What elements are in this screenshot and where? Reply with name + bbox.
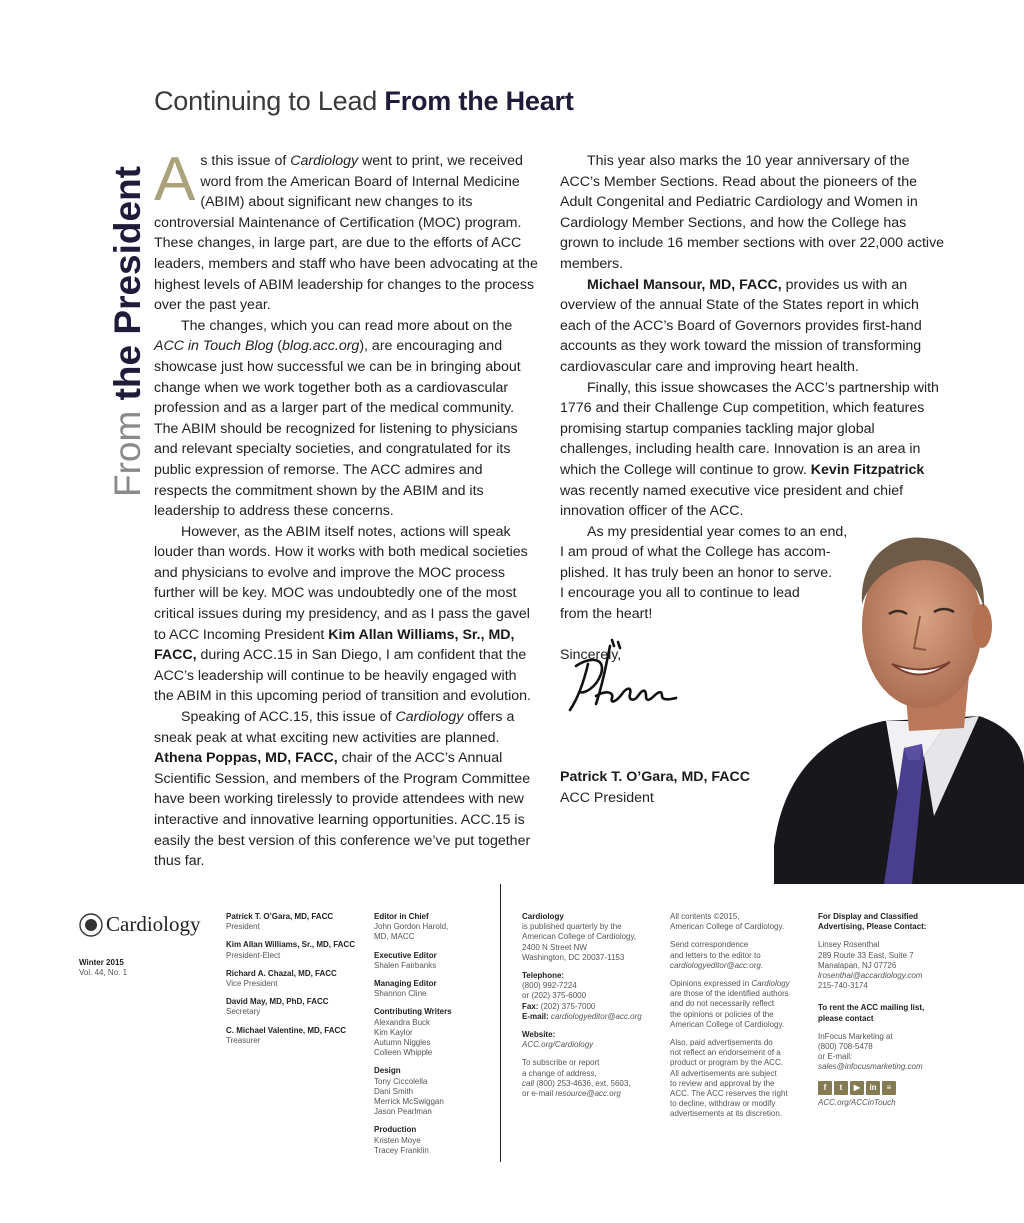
handwritten-signature: [566, 636, 686, 718]
paragraph-8: As my presidential year comes to an end, I am proud of what the College has accom- plished. It has truly been an honor to serve. I encourage you all to continue to lead from the heart!: [560, 523, 848, 623]
paragraph-4: Speaking of ACC.15, this issue of Cardiology offers a sneak peak at what exciting new activities are planned. Athena Poppas, MD, FACC, chair of the ACC’s Annual Scientific Session, and members of the Program Committee have been working tirelessly to provide attendees with new interactive and innovative learning opportunities. ACC.15 is easily the best version of this conference we’ve put together thus far.: [154, 709, 531, 870]
blog-icon[interactable]: ≡: [882, 1081, 896, 1095]
linkedin-icon[interactable]: in: [866, 1081, 880, 1095]
article-column-left: [154, 145, 538, 872]
masthead-copyright: All contents ©2015, American College of Cardiology. Send correspondence and letters to the editor to cardiologyeditor@acc.org. Opinions expressed in Cardiology are those of the identified authors and do not necessarily reflect the opinions or policies of the American College of Cardiology. Also, paid advertisements do not reflect an endorsement of a product or program by the ACC. All advertisements are subject to review and approval by the ACC. The ACC reserves the right to decline, withdraw or modify advertisements at its discretion.: [670, 912, 790, 1119]
issue-info: Winter 2015 Vol. 44, No. 1: [79, 958, 128, 977]
page-title: [154, 86, 574, 117]
paragraph-5: This year also marks the 10 year anniversary of the ACC’s Member Sections. Read about the pioneers of the Adult Congenital and Pediatric Cardiology and Women in Cardiology Member Sections, and how the College has grown to include 16 member sections with over 22,000 active members.: [560, 153, 945, 272]
social-links: [818, 1081, 968, 1095]
paragraph-2: The changes, which you can read more about on the ACC in Touch Blog (blog.acc.org), are encouraging and showcase just how successful we can be in bringing about change when we work together both as a cardiovascular profession and as a larger part of the medical community. The ABIM should be recognized for listening to physicians and relevant specialty societies, and congratulated for its public expression of remorse. The ACC admires and respects the commitment shown by the ABIM and its leadership to address these concerns.: [154, 317, 521, 520]
signature-name: Patrick T. O’Gara, MD, FACC: [560, 769, 751, 786]
section-label-light: From: [107, 410, 148, 497]
masthead-advertising: For Display and Classified Advertising, Please Contact: Linsey Rosenthal 289 Route 33 East, Suite 7 Manalapan, NJ 07726 lrosenthal@accardiology.com 215-740-3174 To rent the ACC mailing list, please contact InFocus Marketing at (800) 708-5478 or E-mail: sales@infocusmarketing.com f t ▶ in ≡ ACC.org/ACCinTouch: [818, 912, 968, 1108]
facebook-icon[interactable]: f: [818, 1081, 832, 1095]
president-portrait: [774, 516, 1024, 884]
paragraph-1: As this issue of Cardiology went to print, we received word from the American Board of Internal Medicine (ABIM) about significant new changes to its controversial Maintenance of Certification (MOC) program. These changes, in large part, are due to the efforts of ACC leaders, members and staff who have been advocating at the highest levels of ABIM leadership for changes to the process over the past year.: [154, 145, 538, 314]
title-light: Continuing to Lead: [154, 86, 378, 116]
masthead-divider: [500, 884, 501, 1162]
paragraph-3: However, as the ABIM itself notes, actions will speak louder than words. How it works with both medical societies and physicians to evolve and improve the MOC process further will be key. MOC was undoubtedly one of the most critical issues during my presidency, and as I pass the gavel to ACC Incoming President Kim Allan Williams, Sr., MD, FACC, during ACC.15 in San Diego, I am confident that the ACC’s leadership will continue to be heavily engaged with the ABIM in this upcoming period of transition and evolution.: [154, 523, 531, 705]
drop-cap: A: [154, 145, 196, 214]
closing: Sincerely,: [560, 646, 622, 663]
masthead-publication: Cardiology is published quarterly by the American College of Cardiology, 2400 N Street NW Washington, DC 20037-1153 Telephone: (800) 992-7224 or (202) 375-6000 Fax: (202) 375-7000 E-mail: cardiologyeditor@acc.org Website: ACC.org/Cardiology To subscribe or report a change of address, call (800) 253-4636, ext. 5603, or e-mail resource@acc.org: [522, 912, 642, 1099]
svg-text:From the President: [107, 166, 148, 497]
paragraph-6: Michael Mansour, MD, FACC, provides us with an overview of the annual State of the States report in which each of the ACC’s Board of Governors provides first-hand accounts as they work toward the mission of transforming cardiovascular care and improving heart health.: [560, 276, 922, 375]
acc-in-touch-link[interactable]: ACC.org/ACCinTouch: [818, 1097, 896, 1107]
masthead-officers: Patrick T. O’Gara, MD, FACC President Kim Allan Williams, Sr., MD, FACC President-Elect Richard A. Chazal, MD, FACC Vice President David May, MD, PhD, FACC Secretary C. Michael Valentine, MD, FACC Treasurer: [226, 912, 355, 1045]
twitter-icon[interactable]: t: [834, 1081, 848, 1095]
signature-title: ACC President: [560, 789, 654, 806]
svg-text:Cardiology: Cardiology: [106, 912, 201, 936]
section-label-bold: the President: [107, 165, 148, 401]
section-label: [40, 152, 160, 497]
paragraph-7: Finally, this issue showcases the ACC’s partnership with 1776 and their Challenge Cup competition, which features promising startup companies tackling major global challenges, including health care. Innovation is an area in which the College will continue to grow. Kevin Fitzpatrick was recently named executive vice president and chief innovation officer of the ACC.: [560, 379, 939, 520]
youtube-icon[interactable]: ▶: [850, 1081, 864, 1095]
masthead-editors: Editor in Chief John Gordon Harold, MD, MACC Executive Editor Shalen Fairbanks Managing Editor Shannon Cline Contributing Writers Alexandra Buck Kim Kaylor Autumn Niggles Colleen Whipple Design Tony Ciccolella Dani Smith Merrick McSwiggan Jason Pearlman Production Kristen Moye Tracey Franklin: [374, 912, 452, 1155]
title-bold: From the Heart: [384, 86, 574, 116]
cardiology-logo: [79, 912, 209, 940]
